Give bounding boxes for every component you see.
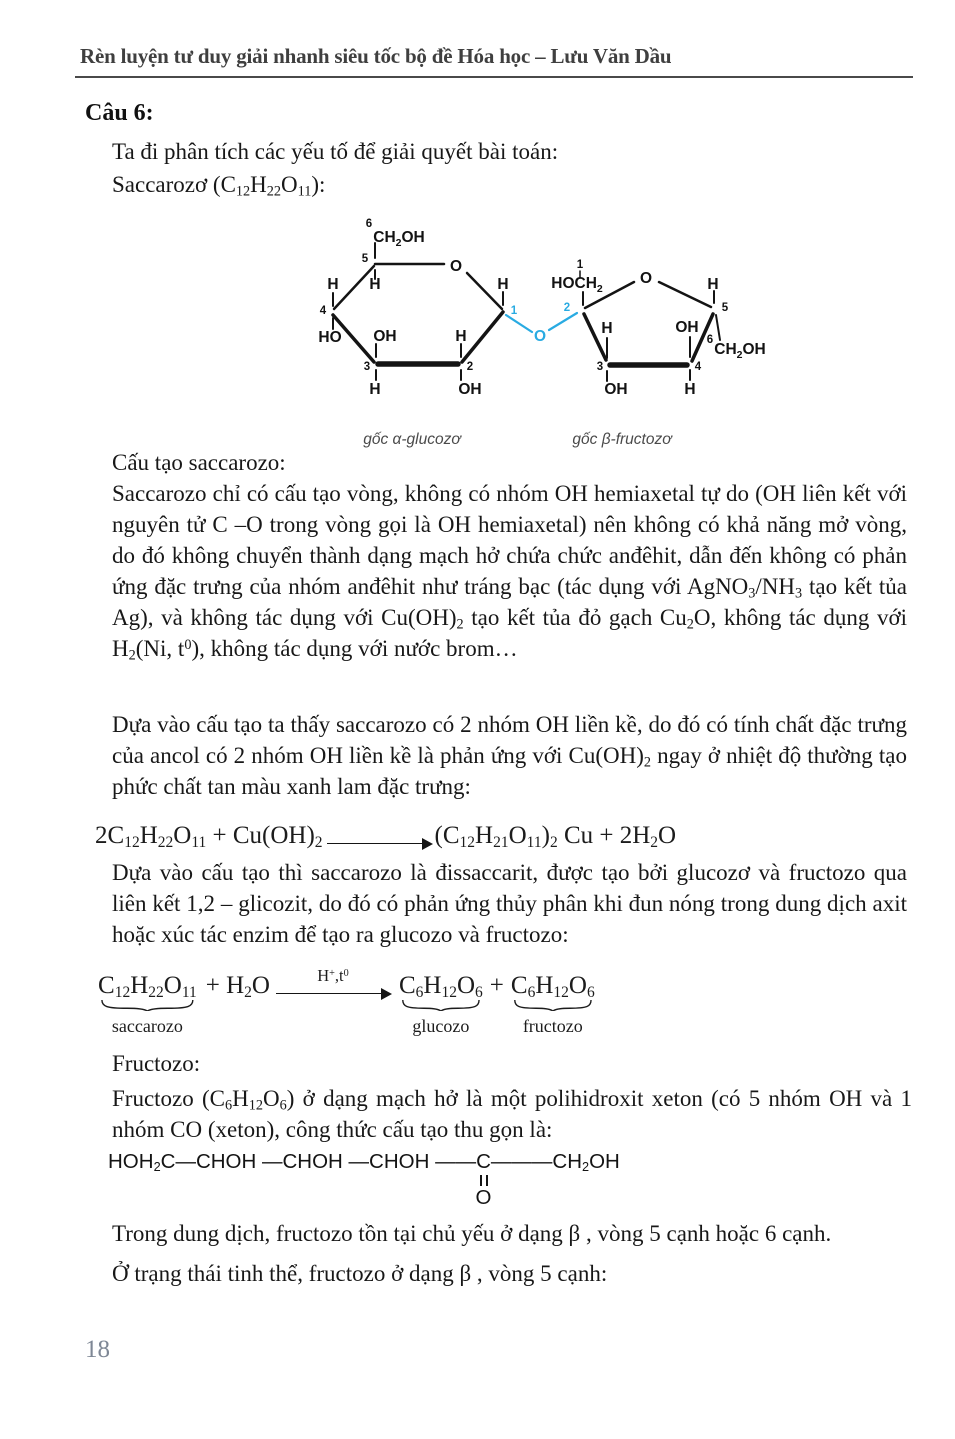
bond <box>659 282 711 307</box>
arrow-shaft <box>276 993 385 994</box>
double-bond <box>480 1175 488 1186</box>
intro-line-1: Ta đi phân tích các yếu tố để giải quyết bài toán: <box>112 139 559 164</box>
note-solution-forms: Trong dung dịch, fructozo tồn tại chủ yếu ở dạng β , vòng 5 cạnh hoặc 6 cạnh. <box>112 1221 832 1246</box>
atom-label: 4 <box>319 305 327 317</box>
question-label: Câu 6: <box>85 100 154 126</box>
atom-label: $HOCH_2$ <box>551 275 603 295</box>
page-number: 18 <box>85 1336 110 1363</box>
atom-label: O <box>639 270 653 287</box>
atom-label: 1 <box>576 259 584 271</box>
atom-label: $CH_2OH$ <box>373 229 425 249</box>
reaction-arrow-conditions <box>274 965 392 1004</box>
diagram-caption: gốc α-glucozơ <box>363 431 461 448</box>
arrow-condition-label: $H^+,t^0$ <box>317 965 349 985</box>
atom-label: 6 <box>706 334 714 346</box>
term-label-saccarozo: saccarozo <box>111 1016 183 1036</box>
diagram-caption: gốc β-fructozơ <box>572 431 672 448</box>
underbrace <box>514 1000 592 1011</box>
atom-label: H <box>601 320 613 337</box>
paragraph-ring-structure: Saccarozo chỉ có cấu tạo vòng, không có nhóm OH hemiaxetal tự do (OH liên kết với nguyên tử C –O trong vòng gọi là OH hemiaxetal) nên không có khả năng mở vòng, do đó không chuyển thành dạng mạch hở chứa chức anđêhit, dẫn đến không có phản ứng đặc trưng của nhóm anđêhit như tráng bạc (tác dụng với $AgNO_3/NH_3$ tạo kết tủa Ag), và không tác dụng với $Cu(OH)_2$ tạo kết tủa đỏ gạch $Cu_2O$, không tác dụng với $H_2(Ni$, $t^0$), không tác dụng với nước brom… <box>112 481 908 664</box>
equation-1 <box>95 818 676 854</box>
bond <box>462 312 503 362</box>
atom-label: H <box>327 276 339 293</box>
atom-label: O <box>449 258 463 275</box>
equation-2 <box>95 965 598 1036</box>
formula-glucozo: $C_6H_{12}O_6$ <box>398 972 483 1001</box>
fructose-description: Fructozo $(C_6H_{12}O_6)$ ở dạng mạch hở là một polihidroxit xeton (có 5 nhóm OH và 1 nhóm CO (xeton), công thức cấu tạo thu gọn là: <box>112 1086 912 1142</box>
atom-label: OH <box>604 381 628 398</box>
carbonyl-carbon: C <box>476 1150 491 1173</box>
arrow-head <box>422 838 433 850</box>
atom-label: H <box>497 276 509 293</box>
formula-saccarozo: $C_{12}H_{22}O_{11}$ <box>98 972 197 1001</box>
atom-label: H <box>369 381 381 398</box>
bond <box>716 315 720 340</box>
atom-label: O <box>533 328 547 345</box>
formula-chain-right: $———CH_2OH$ <box>490 1150 620 1175</box>
atom-label: 5 <box>721 302 729 314</box>
carbonyl-group <box>475 1150 492 1209</box>
atom-label: H <box>707 276 719 293</box>
formula-chain-left: $HOH_2C—CHOH$ —CHOH —CHOH —— <box>108 1150 477 1175</box>
atom-label: OH <box>458 381 482 398</box>
structure-diagram <box>295 212 780 457</box>
atom-label: 5 <box>361 253 369 265</box>
atom-label: OH <box>373 328 397 345</box>
atom-label: 4 <box>694 361 702 373</box>
atom-label: 6 <box>365 218 373 230</box>
atom-label: $CH_2OH$ <box>714 341 766 361</box>
atom-label: 3 <box>363 361 371 373</box>
atom-label: H <box>684 381 696 398</box>
equation-term-glucozo <box>398 968 483 1036</box>
atom-label: H <box>455 328 467 345</box>
equation-1-rhs: $(C_{12}H_{21}O_{11})_2$ $Cu + 2H_2O$ <box>434 822 677 851</box>
note-crystal-form: Ở trạng thái tinh thể, fructozo ở dạng β , vòng 5 cạnh: <box>112 1261 608 1286</box>
atom-label: 2 <box>563 302 571 314</box>
bond <box>334 266 374 309</box>
fructose-structural-formula <box>108 1150 620 1209</box>
term-label-fructozo: fructozo <box>522 1016 583 1036</box>
atom-label: HO <box>318 329 342 346</box>
equation-2-water: + $H_2O$ <box>205 972 270 1001</box>
equation-1-lhs: $2C_{12}H_{22}O_{11} + Cu(OH)_2$ <box>95 822 323 851</box>
term-label-glucozo: glucozo <box>412 1016 470 1036</box>
glycosidic-bond <box>549 313 577 330</box>
arrow-head <box>381 988 392 1000</box>
carbonyl-oxygen: O <box>475 1186 492 1209</box>
underbrace <box>101 1000 194 1011</box>
atom-label: 1 <box>510 305 518 317</box>
equation-term-fructozo <box>510 968 595 1036</box>
underbrace <box>402 1000 480 1011</box>
atom-label: 3 <box>596 361 604 373</box>
header-title: Rèn luyện tư duy giải nhanh siêu tốc bộ đề Hóa học – Lưu Văn Dầu <box>80 44 672 68</box>
intro-line-2: Saccarozơ $(C_{12}H_{22}O_{11})$: <box>112 172 326 200</box>
arrow-shaft <box>327 843 426 844</box>
paragraph-adjacent-oh: Dựa vào cấu tạo ta thấy saccarozo có 2 nhóm OH liền kề, do đó có tính chất đặc trưng của ancol có 2 nhóm OH liền kề là phản ứng với $Cu(OH)_2$ ngay ở nhiệt độ thường tạo phức chất tan màu xanh lam đặc trưng: <box>112 712 907 799</box>
equation-term-saccarozo <box>98 968 197 1036</box>
page-header <box>75 44 913 78</box>
atom-label: H <box>369 276 381 293</box>
plus-sign: + <box>489 972 504 999</box>
glycosidic-bond <box>506 315 532 332</box>
paragraph-structure-heading: Cấu tạo saccarozo: <box>112 450 286 475</box>
reaction-arrow <box>325 818 433 854</box>
fructose-heading: Fructozo: <box>112 1051 201 1076</box>
paragraph-hydrolysis: Dựa vào cấu tạo thì saccarozo là đissaccarit, được tạo bởi glucozơ và fructozo qua liên kết 1,2 – glicozit, do đó có phản ứng thủy phân khi đun nóng trong dung dịch axit hoặc xúc tác enzim để tạo ra glucozo và fructozo: <box>112 860 907 947</box>
atom-label: 2 <box>466 361 474 373</box>
formula-fructozo: $C_6H_{12}O_6$ <box>510 972 595 1001</box>
atom-label: OH <box>675 319 699 336</box>
